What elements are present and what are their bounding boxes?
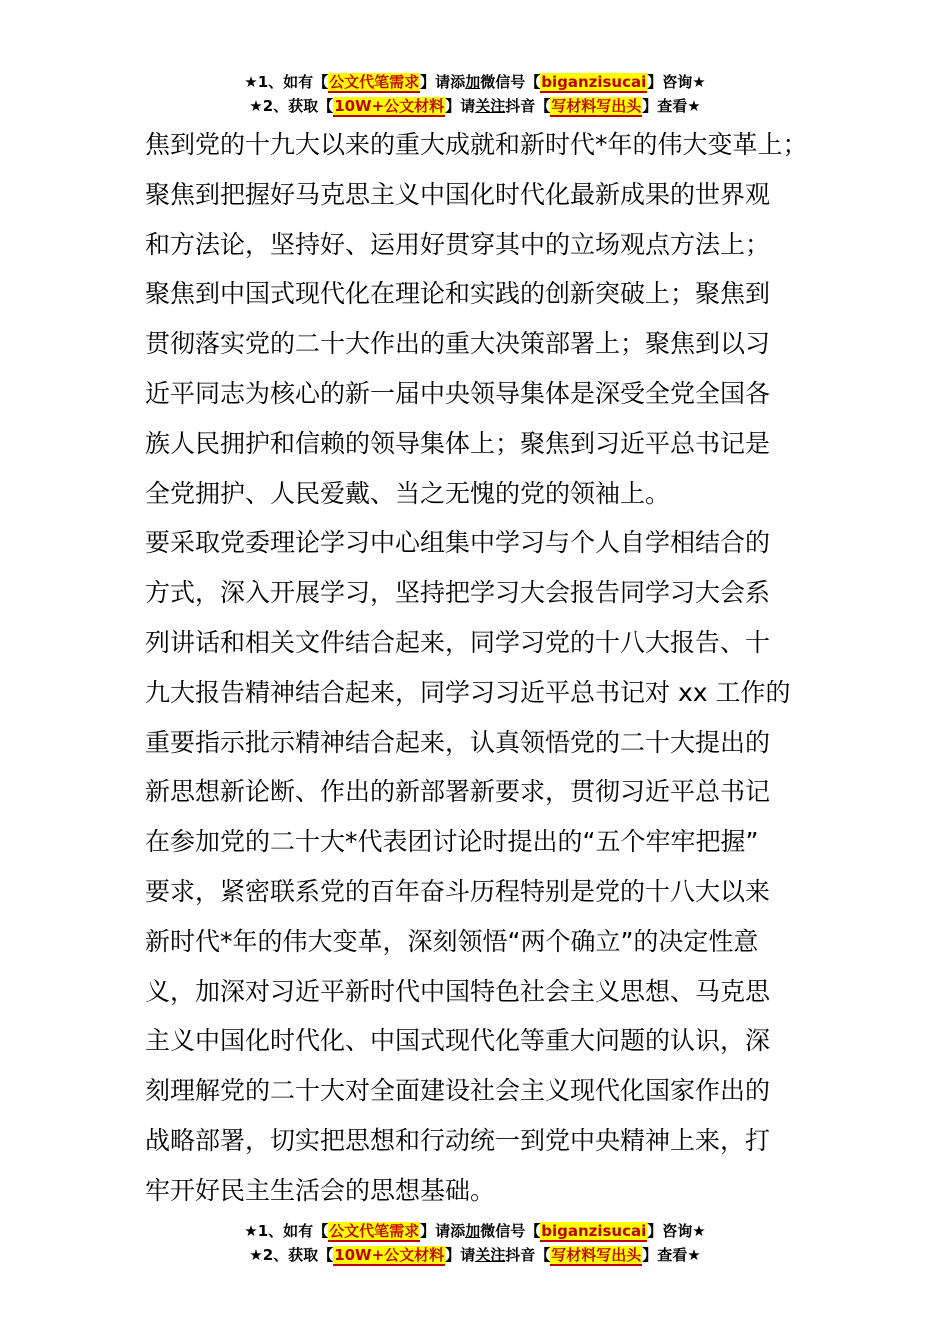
body-line: 九大报告精神结合起来，同学习习近平总书记对 xx 工作的	[145, 677, 791, 707]
body-line: 焦到党的十九大以来的重大成就和新时代*年的伟大变革上；	[145, 130, 808, 159]
header-text: 关注	[475, 97, 506, 115]
body-line: 刻理解党的二十大对全面建设社会主义现代化国家作出的	[145, 1076, 771, 1106]
body-line: 战略部署，切实把思想和行动统一到党中央精神上来，打	[145, 1125, 771, 1155]
body-line: 和方法论，坚持好、运用好贯穿其中的立场观点方法上；	[145, 229, 771, 259]
header-line-1	[0, 70, 950, 94]
footer-text: 】查看★	[642, 1246, 701, 1264]
body-line: 在参加党的二十大*代表团讨论时提出的“五个牢牢把握”	[145, 827, 759, 857]
body-line: 全党拥护、人民爱戴、当之无愧的党的领袖上。	[145, 478, 671, 508]
highlight-materials: 10W+公文材料	[334, 97, 445, 115]
body-line: 族人民拥护和信赖的领导集体上；聚焦到习近平总书记是	[145, 428, 771, 458]
document-body	[145, 120, 815, 1216]
footer-text: ★2、获取【	[249, 1246, 334, 1264]
header-text: ★1、如有【	[244, 73, 329, 91]
body-line: 列讲话和相关文件结合起来，同学习党的十八大报告、十	[145, 627, 771, 657]
highlight-ghostwriting: 公文代笔需求	[329, 73, 420, 91]
footer-text: 】请	[445, 1246, 476, 1264]
header-text: 抖音【	[505, 97, 551, 115]
body-line: 贯彻落实党的二十大作出的重大决策部署上；聚焦到以习	[145, 329, 771, 359]
highlight-wechat-id: biganzisucai	[541, 1222, 647, 1240]
highlight-wechat-id: biganzisucai	[541, 73, 647, 91]
footer-text: 关注	[475, 1246, 506, 1264]
body-line: 要采取党委理论学习中心组集中学习与个人自学相结合的	[145, 528, 771, 558]
header-text: 】请	[445, 97, 476, 115]
header-text: 】咨询★	[647, 73, 706, 91]
body-line: 新时代*年的伟大变革，深刻领悟“两个确立”的决定性意	[145, 926, 759, 956]
highlight-douyin: 写材料写出头	[551, 1246, 642, 1264]
body-line: 主义中国化时代化、中国式现代化等重大问题的认识，深	[145, 1026, 771, 1056]
footer-banner	[0, 1219, 950, 1267]
footer-text: 微信号【	[480, 1222, 541, 1240]
header-text: 加	[465, 73, 481, 91]
highlight-ghostwriting: 公文代笔需求	[329, 1222, 420, 1240]
footer-text: 】咨询★	[647, 1222, 706, 1240]
body-line: 聚焦到中国式现代化在理论和实践的创新突破上；聚焦到	[145, 279, 771, 309]
footer-text: 】请添	[420, 1222, 466, 1240]
footer-text: ★1、如有【	[244, 1222, 329, 1240]
body-line: 义，加深对习近平新时代中国特色社会主义思想、马克思	[145, 976, 771, 1006]
header-line-2	[0, 94, 950, 118]
body-line: 要求，紧密联系党的百年奋斗历程特别是党的十八大以来	[145, 876, 771, 906]
body-line: 聚焦到把握好马克思主义中国化时代化最新成果的世界观	[145, 179, 771, 209]
body-line: 新思想新论断、作出的新部署新要求，贯彻习近平总书记	[145, 777, 771, 807]
body-line: 方式，深入开展学习，坚持把学习大会报告同学习大会系	[145, 578, 771, 608]
header-text: 】请添	[420, 73, 466, 91]
footer-line-2	[0, 1243, 950, 1267]
body-line: 牢开好民主生活会的思想基础。	[145, 1175, 496, 1205]
footer-line-1	[0, 1219, 950, 1243]
highlight-materials: 10W+公文材料	[334, 1246, 445, 1264]
body-line: 近平同志为核心的新一届中央领导集体是深受全党全国各	[145, 378, 771, 408]
footer-text: 加	[465, 1222, 481, 1240]
header-text: 】查看★	[642, 97, 701, 115]
header-banner	[0, 70, 950, 118]
header-text: 微信号【	[480, 73, 541, 91]
highlight-douyin: 写材料写出头	[551, 97, 642, 115]
footer-text: 抖音【	[505, 1246, 551, 1264]
header-text: ★2、获取【	[249, 97, 334, 115]
body-line: 重要指示批示精神结合起来，认真领悟党的二十大提出的	[145, 727, 771, 757]
